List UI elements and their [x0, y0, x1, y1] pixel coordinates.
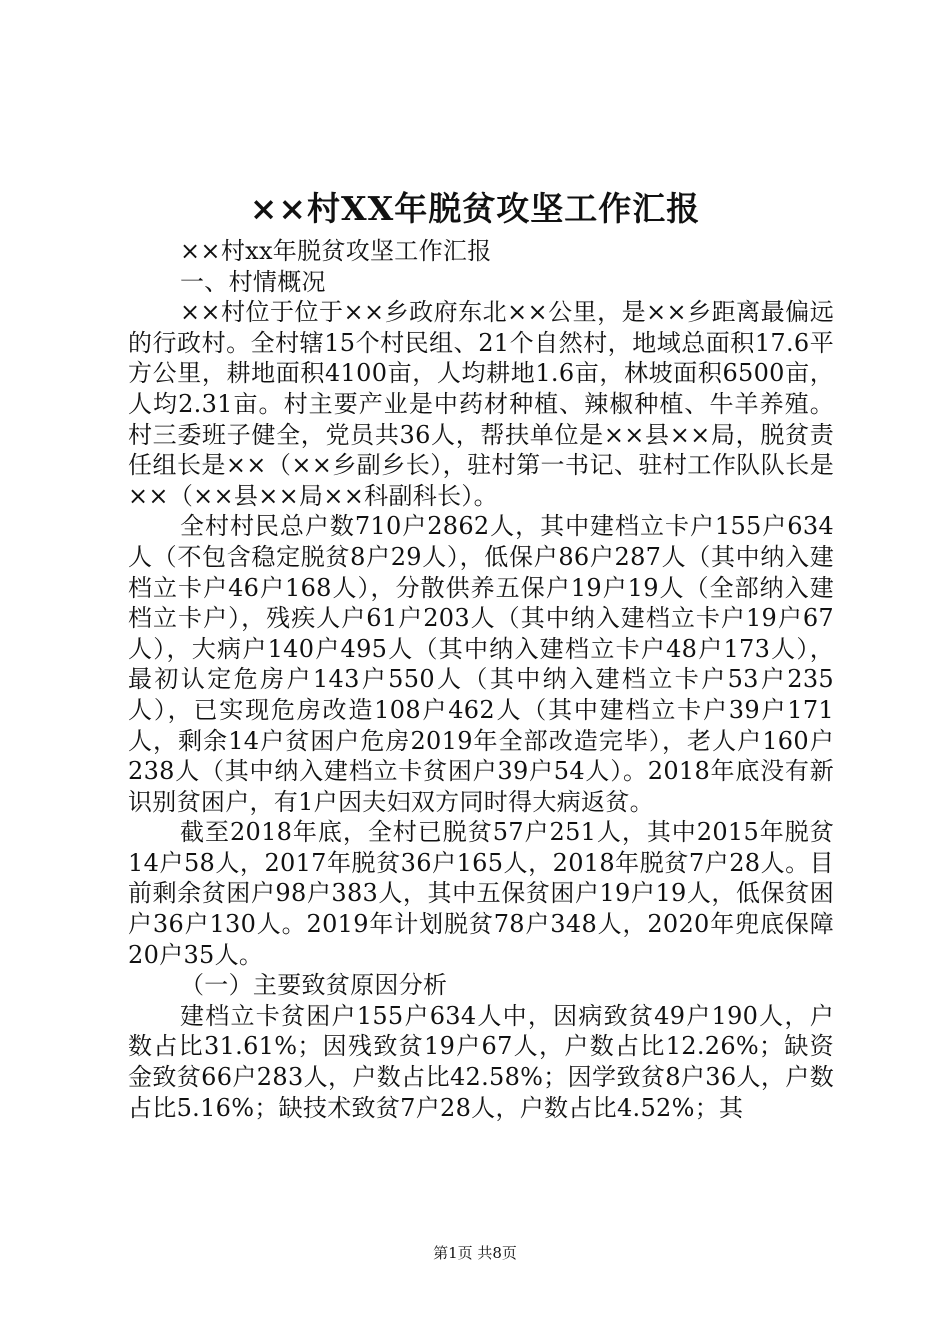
subsection-heading: （一）主要致贫原因分析 [180, 971, 448, 1000]
paragraph-poverty-exit: 截至2018年底，全村已脱贫57户251人，其中2015年脱贫14户58人，2017年脱贫36户165人，2018年脱贫7户28人。目前剩余贫困户98户383人，其中五保贫困户19户19人，低保贫困户36户130人。2019年计划脱贫78户348人，2020年兜底保障20户35人。 [128, 818, 834, 969]
document-subtitle: ××村xx年脱贫攻坚工作汇报 [180, 237, 492, 265]
paragraph-household-stats: 全村村民总户数710户2862人，其中建档立卡户155户634人（不包含稳定脱贫8户29人），低保户86户287人（其中纳入建档立卡户46户168人），分散供养五保户19户19人（全部纳入建档立卡户），残疾人户61户203人（其中纳入建档立卡户19户67人），大病户140户495人（其中纳入建档立卡户48户173人），最初认定危房户143户550人（其中纳入建档立卡户53户235人），已实现危房改造108户462人（其中建档立卡户39户171人，剩余14户贫困户危房2019年全部改造完毕），老人户160户238人（其中纳入建档立卡贫困户39户54人）。2018年底没有新识别贫困户，有1户因夫妇双方同时得大病返贫。 [128, 512, 834, 816]
document-title: ××村XX年脱贫攻坚工作汇报 [249, 189, 701, 228]
paragraph-poverty-causes: 建档立卡贫困户155户634人中，因病致贫49户190人，户数占比31.61%；因残致贫19户67人，户数占比12.26%；缺资金致贫66户283人，户数占比42.58%；因学致贫8户36人，户数占比5.16%；缺技术致贫7户28人，户数占比4.52%；其 [128, 1001, 834, 1122]
page-number-footer: 第1页 共8页 [433, 1244, 517, 1262]
document-body [128, 236, 834, 1123]
section-heading: 一、村情概况 [180, 267, 326, 296]
paragraph-village-overview: ××村位于位于××乡政府东北××公里，是××乡距离最偏远的行政村。全村辖15个村民组、21个自然村，地域总面积17.6平方公里，耕地面积4100亩，人均耕地1.6亩，林坡面积6500亩，人均2.31亩。村主要产业是中药材种植、辣椒种植、牛羊养殖。村三委班子健全，党员共36人，帮扶单位是××县××局，脱贫责任组长是××（××乡副乡长），驻村第一书记、驻村工作队队长是××（××县××局××科副科长）。 [128, 298, 834, 510]
